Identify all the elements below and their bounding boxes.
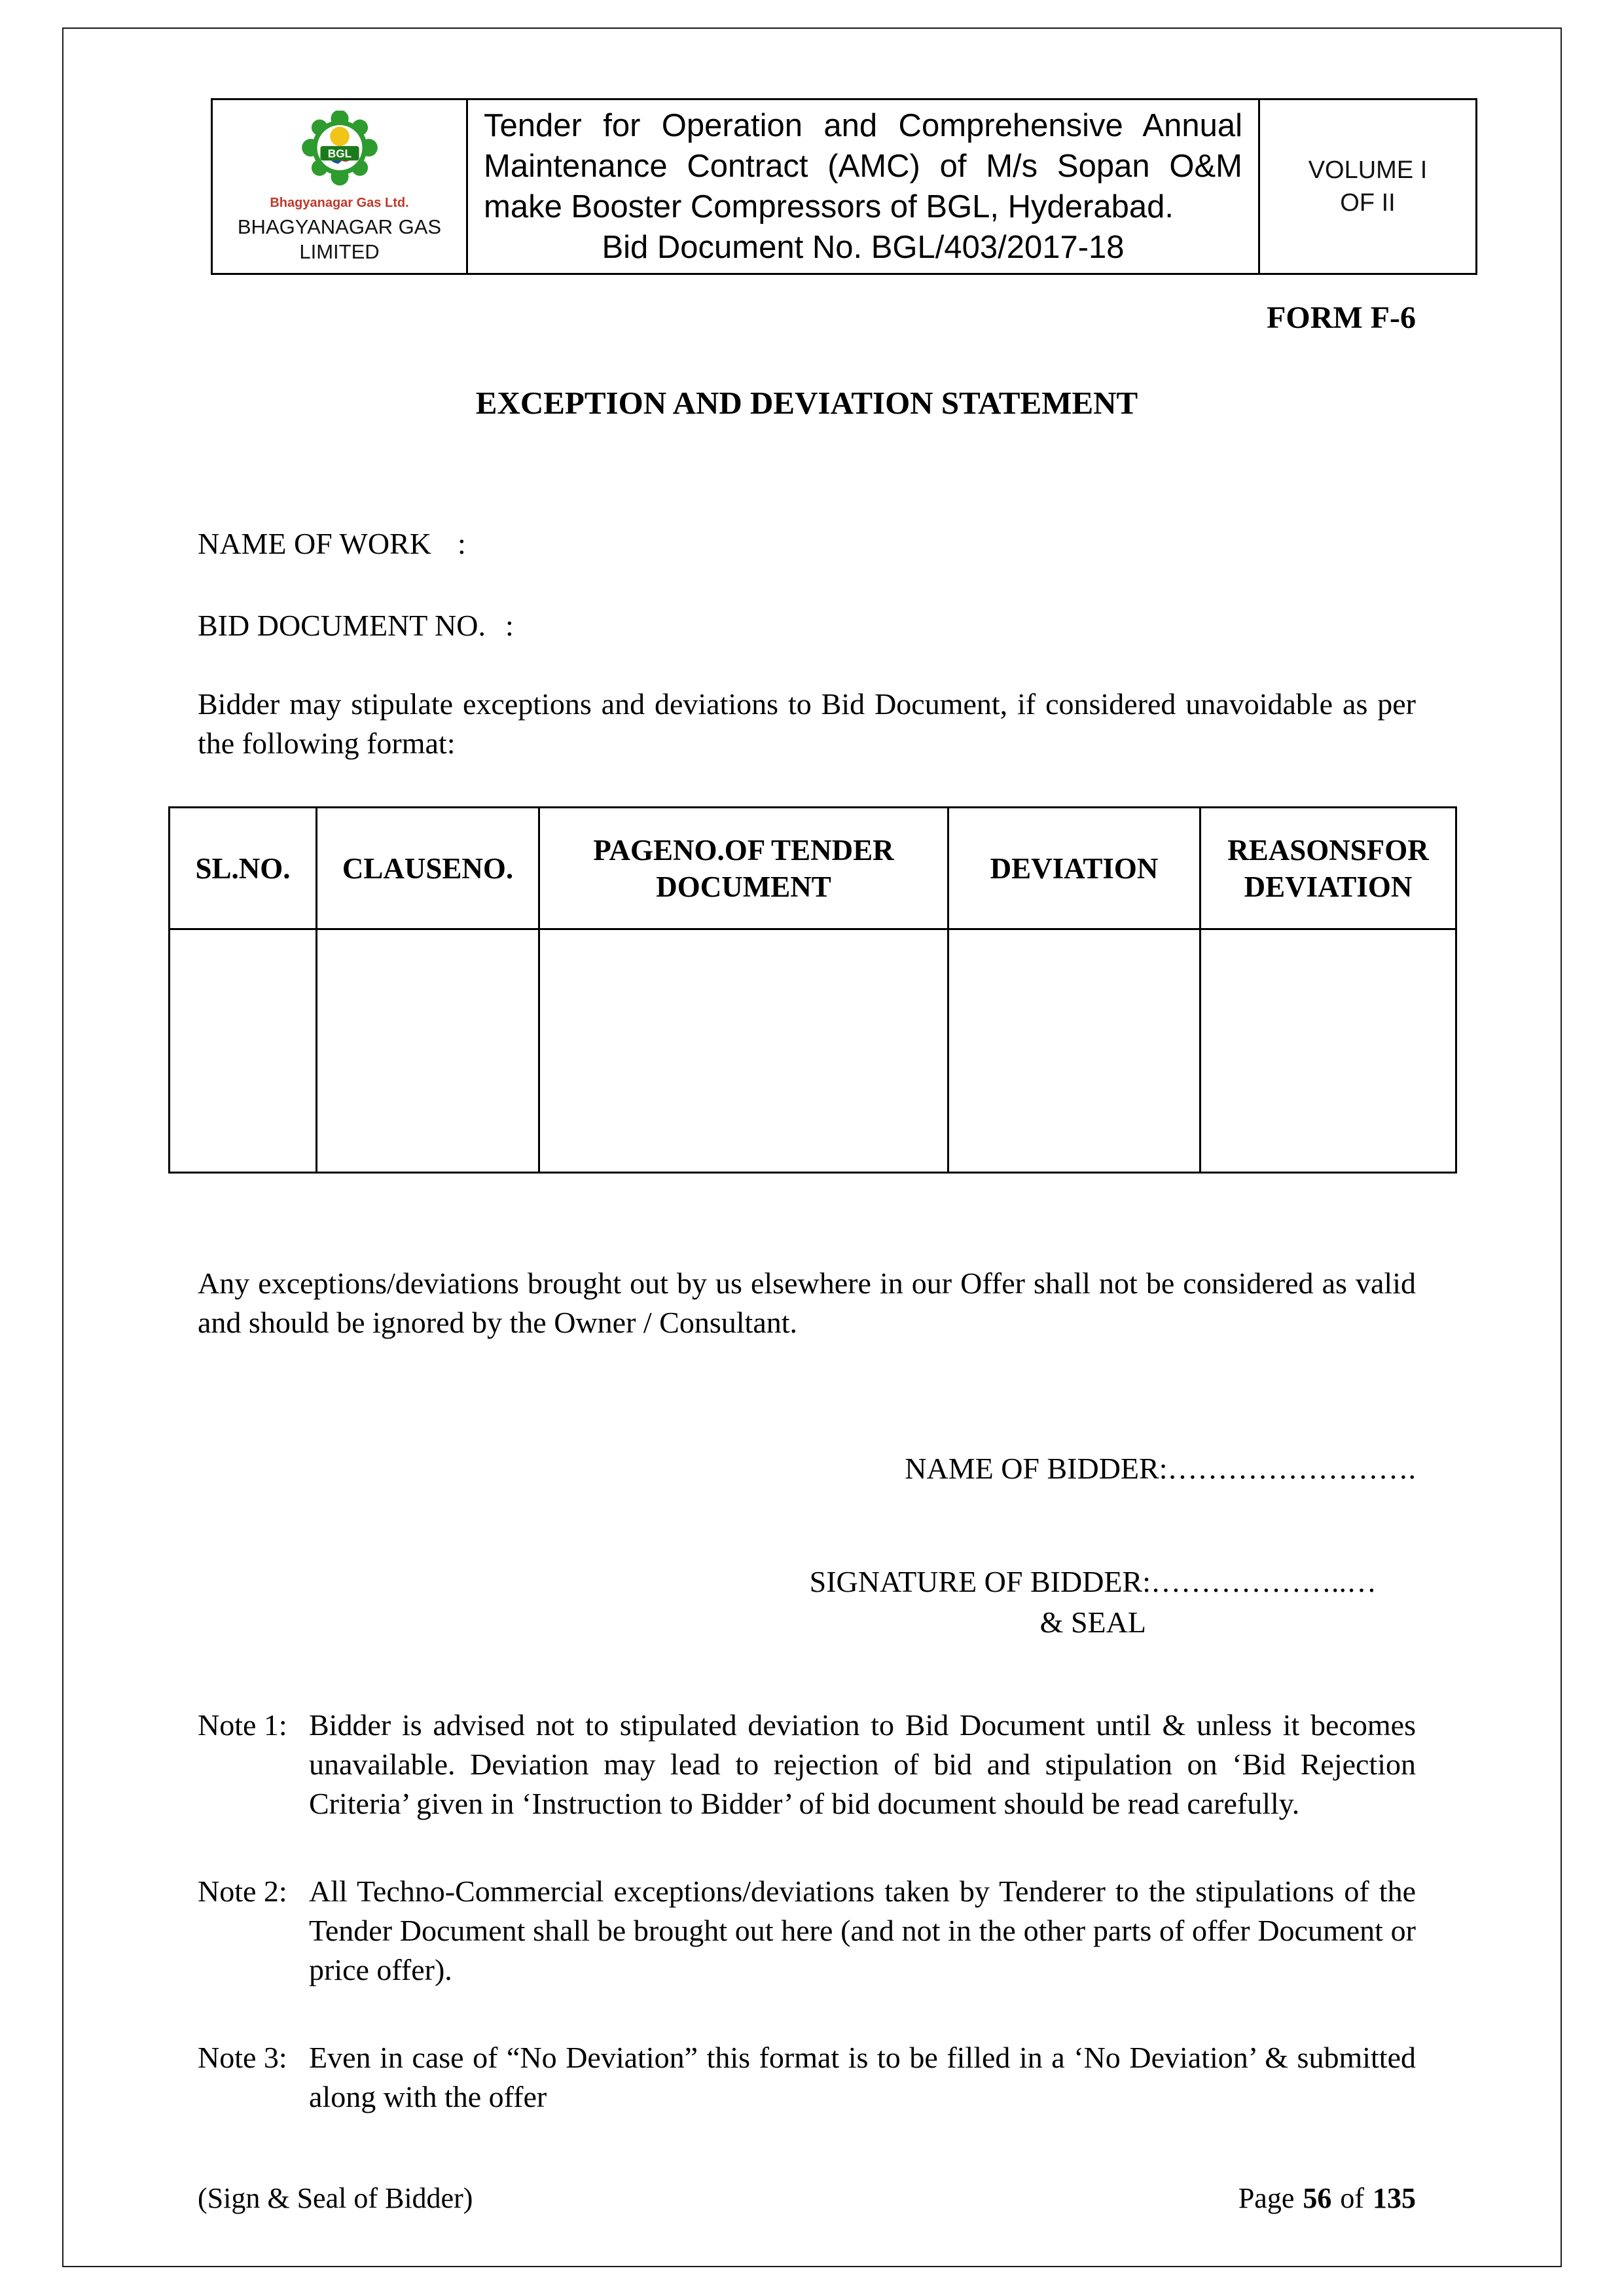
note-3-label: Note 3: bbox=[198, 2041, 287, 2074]
table-row bbox=[170, 929, 1456, 1173]
deviation-table bbox=[168, 806, 1457, 1174]
tender-title: Tender for Operation and Comprehensive Annual Maintenance Contract (AMC) of M/s Sopan O&M make Booster Compressors of BGL, Hyderabad. bbox=[484, 108, 1242, 224]
page-border-frame bbox=[62, 27, 1562, 2267]
cell-deviation bbox=[948, 929, 1200, 1173]
note-2-text: All Techno-Commercial exceptions/deviations taken by Tenderer to the stipulations of the Tender Document shall be brought out here (and not in the other parts of offer Document or price offer). bbox=[309, 1874, 1416, 1986]
bid-document-colon: : bbox=[505, 609, 514, 642]
header-reasons: REASONSFOR DEVIATION bbox=[1200, 808, 1456, 929]
header-table bbox=[211, 98, 1477, 275]
header-deviation: DEVIATION bbox=[948, 808, 1200, 929]
note-3 bbox=[198, 2038, 1416, 2117]
note-1-label: Note 1: bbox=[198, 1708, 287, 1742]
volume-line2: OF II bbox=[1340, 189, 1396, 217]
logo-bgl-text: BGL bbox=[327, 146, 352, 160]
note-2-label: Note 2: bbox=[198, 1874, 287, 1908]
seal-line: & SEAL bbox=[1039, 1605, 1146, 1639]
signature-block bbox=[810, 1562, 1377, 1643]
bid-document-label: BID DOCUMENT NO. bbox=[198, 609, 486, 642]
table-header-row bbox=[170, 808, 1456, 929]
cell-reasons bbox=[1200, 929, 1456, 1173]
of-word: of bbox=[1340, 2182, 1364, 2214]
cell-clause-no bbox=[317, 929, 539, 1173]
page-total: 135 bbox=[1373, 2182, 1416, 2214]
form-title: EXCEPTION AND DEVIATION STATEMENT bbox=[475, 385, 1138, 421]
header-sl-no: SL.NO. bbox=[170, 808, 317, 929]
signature-of-bidder-line: SIGNATURE OF BIDDER:………………..… bbox=[809, 1565, 1377, 1598]
cell-sl-no bbox=[170, 929, 317, 1173]
bid-document-row bbox=[198, 608, 1416, 643]
name-of-work-label: NAME OF WORK bbox=[198, 527, 431, 560]
form-number: FORM F-6 bbox=[1267, 300, 1416, 335]
page-word: Page bbox=[1238, 2182, 1295, 2214]
org-name: BHAGYANAGAR GAS LIMITED bbox=[237, 215, 442, 263]
volume-line1: VOLUME I bbox=[1308, 156, 1428, 184]
footer-page-number bbox=[1238, 2181, 1416, 2215]
bid-document-number: Bid Document No. BGL/403/2017-18 bbox=[602, 230, 1125, 265]
note-3-text: Even in case of “No Deviation” this format is to be filled in a ‘No Deviation’ & submitted along with the offer bbox=[309, 2041, 1416, 2113]
disclaimer-paragraph: Any exceptions/deviations brought out by us elsewhere in our Offer shall not be considered as valid and should be ignored by the Owner / Consultant. bbox=[198, 1266, 1416, 1339]
note-2 bbox=[198, 1872, 1416, 1990]
bgl-logo-icon bbox=[291, 111, 389, 194]
name-of-work-colon: : bbox=[457, 527, 466, 560]
tender-title-cell bbox=[467, 99, 1259, 274]
note-1 bbox=[198, 1706, 1416, 1823]
page-current: 56 bbox=[1303, 2182, 1332, 2214]
footer-sign-seal: (Sign & Seal of Bidder) bbox=[198, 2182, 473, 2214]
name-of-work-row bbox=[198, 526, 1416, 561]
header-clause-no: CLAUSENO. bbox=[317, 808, 539, 929]
logo-caption: Bhagyanagar Gas Ltd. bbox=[270, 195, 409, 210]
note-1-text: Bidder is advised not to stipulated deviation to Bid Document until & unless it becomes unavailable. Deviation may lead to rejection of bid and stipulation on ‘Bid Rejection Criteria’ given in ‘Instruction to Bidder’ of bid document should be read carefully. bbox=[309, 1708, 1416, 1820]
volume-label bbox=[1259, 99, 1477, 274]
page-footer bbox=[198, 2181, 1416, 2215]
cell-page-no bbox=[539, 929, 948, 1173]
intro-paragraph: Bidder may stipulate exceptions and deviations to Bid Document, if considered unavoidable as per the following format: bbox=[198, 687, 1416, 760]
name-of-bidder-line: NAME OF BIDDER:……………………. bbox=[905, 1452, 1416, 1485]
logo-cell bbox=[212, 99, 467, 274]
header-page-no: PAGENO.OF TENDER DOCUMENT bbox=[539, 808, 948, 929]
